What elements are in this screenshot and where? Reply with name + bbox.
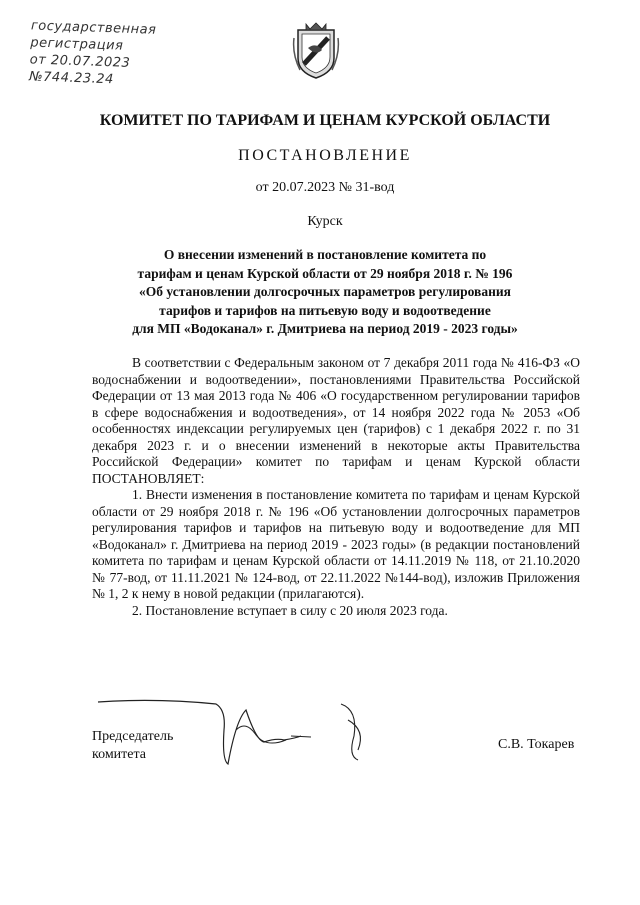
stamp-line-3: от 20.07.2023 — [29, 52, 131, 71]
registration-stamp — [29, 17, 181, 90]
item-2-paragraph: 2. Постановление вступает в силу с 20 июля 2023 года. — [132, 602, 448, 618]
title-line: для МП «Водоканал» г. Дмитриева на период 2019 - 2023 годы» — [132, 321, 518, 336]
document-body — [92, 355, 580, 619]
title-line: тарифов и тарифов на питьевую воду и водоотведение — [159, 302, 491, 318]
handwritten-signature — [96, 690, 396, 770]
title-line: О внесении изменений в постановление комитета по — [163, 247, 487, 262]
stamp-line-2: регистрация — [30, 35, 124, 54]
preamble-paragraph: В соответствии с Федеральным законом от 7 декабря 2011 года № 416-ФЗ «О водоснабжении и водоотведении», постановлениями Правительства Российской Федерации от 13 мая 2013 года № 406 «О государственном регулировании тарифов в сфере водоснабжения и водоотведения», от 14 ноября 2022 года № 2053 «Об особенностях индексации регулируемых цен (тарифов) с 1 декабря 2022 г. по 31 декабря 2023 г. и о внесении изменений в некоторые акты Правительства Российской Федерации» комитет по тарифам и ценам Курской области ПОСТАНОВЛЯЕТ: — [92, 355, 580, 486]
committee-name: КОМИТЕТ ПО ТАРИФАМ И ЦЕНАМ КУРСКОЙ ОБЛАСТИ — [99, 112, 551, 129]
item-1-paragraph: 1. Внести изменения в постановление комитета по тарифам и ценам Курской области от 29 ноября 2018 г. № 196 «Об установлении долгосрочных параметров регулирования тарифов и тарифов на питьевую воду и водоотведение для МП «Водоканал» г. Дмитриева на период 2019 - 2023 годы» (в редакции постановлений комитета по тарифам и ценам Курской области от 14.11.2019 № 118, от 21.10.2020 № 77-вод, от 11.11.2021 № 124-вод, от 22.11.2022 №144-вод), изложив Приложения № 1, 2 к нему в новой редакции (прилагаются). — [92, 487, 580, 601]
coat-of-arms-icon — [292, 20, 340, 82]
document-city: Курск — [307, 214, 343, 229]
document-date-number: от 20.07.2023 № 31-вод — [255, 180, 395, 195]
stamp-line-4: №744.23.24 — [28, 69, 115, 88]
signer-name: С.В. Токарев — [498, 737, 575, 752]
document-type: ПОСТАНОВЛЕНИЕ — [238, 147, 412, 164]
title-line: «Об установлении долгосрочных параметров регулирования — [139, 284, 511, 299]
document-title — [90, 246, 560, 339]
signer-position-line-2: комитета — [92, 747, 147, 762]
signer-position-line-1: Председатель — [92, 729, 174, 744]
stamp-line-1: государственная — [30, 18, 157, 38]
title-line: тарифам и ценам Курской области от 29 ноября 2018 г. № 196 — [137, 265, 513, 281]
